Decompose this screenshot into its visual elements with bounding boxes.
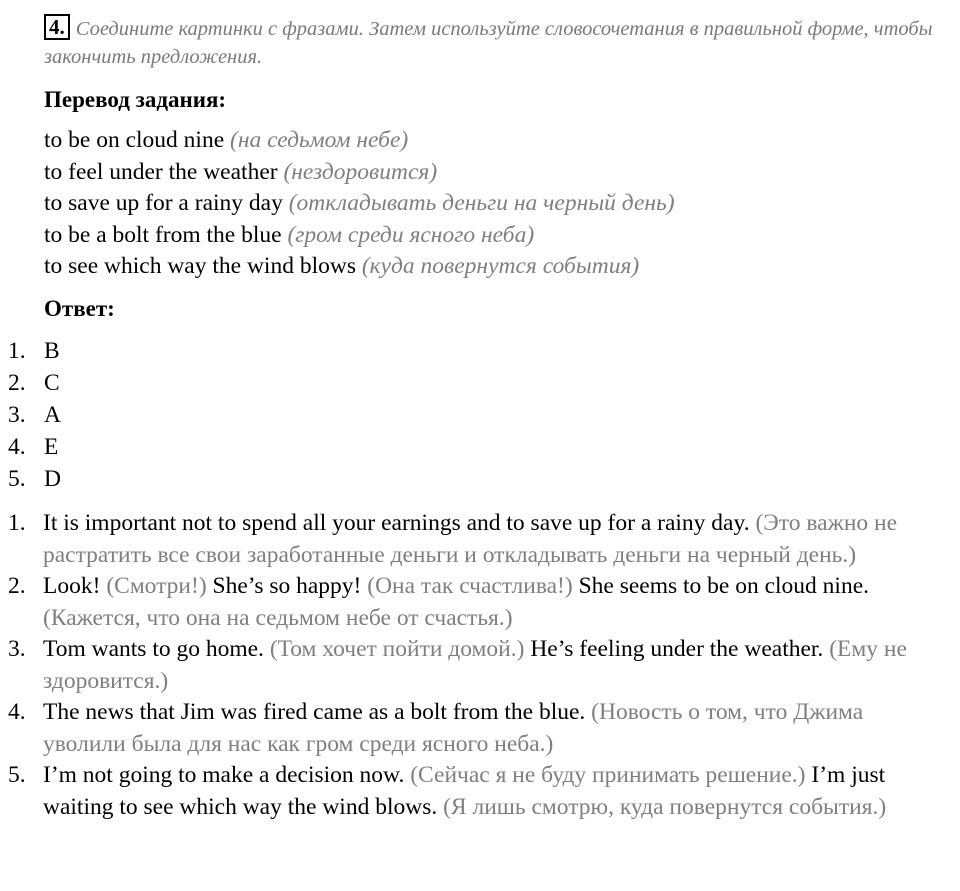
- sentence-english: Tom wants to go home.: [43, 636, 264, 662]
- phrase-english: to save up for a rainy day: [44, 190, 283, 216]
- phrase-english: to see which way the wind blows: [44, 253, 356, 279]
- answer-item: [0, 399, 61, 431]
- sentence-translation: (Том хочет пойти домой.): [263, 636, 525, 662]
- answer-number: 4.: [8, 434, 26, 460]
- phrase-english: to be on cloud nine: [44, 127, 225, 153]
- phrase-list: [44, 125, 675, 283]
- answer-item: [0, 367, 61, 399]
- sentence-english: She’s so happy!: [206, 573, 362, 599]
- phrase-item: [44, 157, 675, 189]
- task-instruction: [44, 14, 934, 71]
- answer-number: 3.: [8, 402, 26, 428]
- phrase-translation: (откладывать деньги на черный день): [288, 190, 675, 216]
- sentence-number: 2.: [8, 573, 26, 599]
- sentence-translation: (Это важно не растратить все свои заработанные деньги и откладывать деньги на черный день.): [43, 510, 898, 568]
- answer-item: [0, 431, 61, 463]
- sentence-list: [0, 508, 960, 823]
- sentence-english: She seems to be on cloud nine.: [572, 573, 870, 599]
- sentence-translation: (Кажется, что она на седьмом небе от счастья.): [43, 604, 513, 631]
- sentence-english: The news that Jim was fired came as a bolt from the blue.: [43, 699, 586, 725]
- answer-item: [0, 335, 61, 367]
- sentence-item: [0, 760, 960, 823]
- sentence-item: [0, 508, 960, 571]
- phrase-item: [44, 251, 675, 283]
- sentence-number: 1.: [8, 510, 26, 536]
- sentence-number: 4.: [8, 699, 26, 725]
- answer-heading: Ответ:: [44, 296, 115, 321]
- phrase-translation: (на седьмом небе): [230, 127, 409, 153]
- answer-number: 2.: [8, 370, 26, 396]
- sentence-item: [0, 634, 960, 697]
- answer-letter: B: [44, 338, 60, 364]
- sentence-translation: (Смотри!): [100, 573, 207, 599]
- sentence-english: I’m just waiting to see which way the wind blows.: [43, 762, 886, 820]
- sentence-english: He’s feeling under the weather.: [524, 636, 824, 662]
- task-instruction-text: Соедините картинки с фразами. Затем используйте словосочетания в правильной форме, чтобы закончить предложения.: [44, 18, 933, 68]
- answer-letter: E: [44, 434, 59, 460]
- answer-list: [0, 335, 61, 495]
- phrase-english: to be a bolt from the blue: [44, 221, 282, 248]
- answer-letter: C: [44, 370, 60, 396]
- answer-item: [0, 463, 61, 495]
- sentence-translation: (Сейчас я не буду принимать решение.): [404, 762, 806, 788]
- phrase-english: to feel under the weather: [44, 158, 278, 185]
- phrase-translation: (нездоровится): [283, 158, 438, 185]
- answer-number: 1.: [8, 338, 26, 364]
- sentence-number: 3.: [8, 636, 26, 662]
- sentence-translation: (Она так счастлива!): [361, 573, 573, 599]
- sentence-english: It is important not to spend all your earnings and to save up for a rainy day.: [43, 510, 750, 536]
- sentence-number: 5.: [8, 762, 26, 788]
- phrase-item: [44, 188, 675, 220]
- translation-heading: Перевод задания:: [44, 87, 227, 112]
- sentence-english: I’m not going to make a decision now.: [43, 762, 405, 788]
- sentence-item: [0, 697, 960, 760]
- sentence-translation: (Новость о том, что Джима уволили была для нас как гром среди ясного неба.): [43, 699, 864, 757]
- sentence-english: Look!: [43, 573, 101, 599]
- answer-number: 5.: [8, 466, 26, 492]
- task-number: 4.: [44, 14, 70, 40]
- answer-letter: A: [44, 402, 61, 428]
- phrase-item: [44, 125, 675, 157]
- sentence-translation: (Я лишь смотрю, куда повернутся события.): [437, 793, 887, 820]
- phrase-translation: (куда повернутся события): [361, 253, 640, 279]
- sentence-item: [0, 571, 960, 634]
- phrase-item: [44, 220, 675, 252]
- phrase-translation: (гром среди ясного неба): [287, 221, 535, 248]
- sentence-translation: (Ему не здоровится.): [43, 636, 907, 694]
- answer-letter: D: [44, 466, 61, 492]
